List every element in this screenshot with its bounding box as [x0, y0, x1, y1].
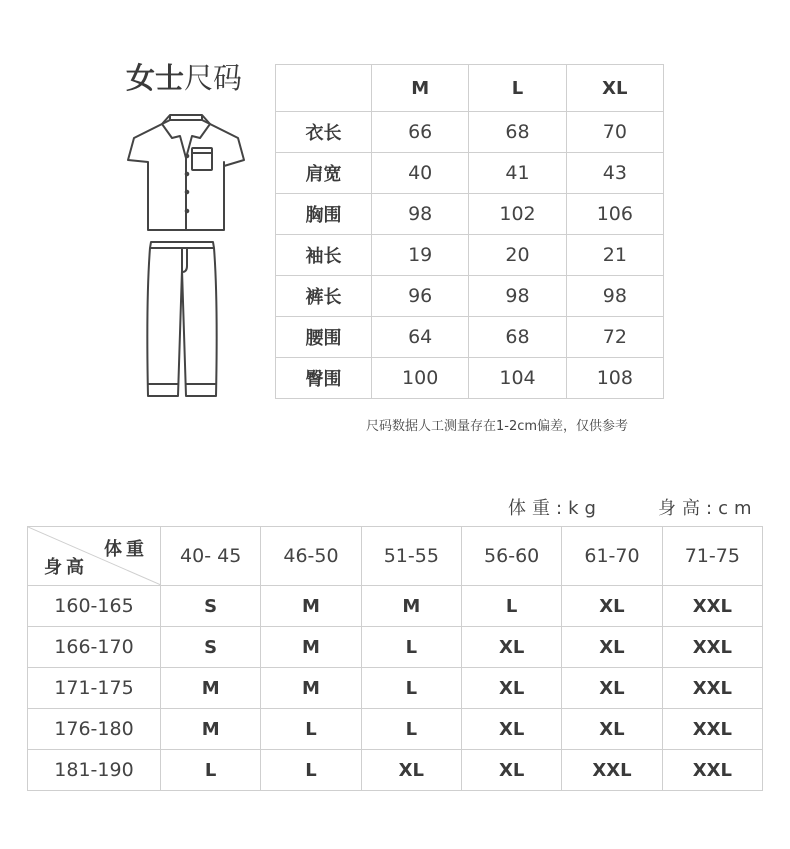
size-cell: L	[161, 750, 261, 791]
weight-unit-label: 体重:kg	[508, 498, 602, 519]
size-cell: M	[161, 668, 261, 709]
height-range: 181-190	[28, 750, 161, 791]
weight-range-header: 56-60	[461, 527, 561, 586]
weight-range-header: 71-75	[662, 527, 762, 586]
size-cell: XL	[461, 627, 561, 668]
cell-value: 106	[566, 194, 663, 235]
table-row	[28, 709, 763, 750]
cell-value: 41	[469, 153, 566, 194]
size-cell: XL	[461, 709, 561, 750]
corner-weight-label: 体重	[104, 539, 148, 560]
page-title	[126, 58, 242, 98]
table-row	[276, 276, 664, 317]
size-cell: S	[161, 627, 261, 668]
size-chart-header-row	[276, 65, 664, 112]
cell-value: 108	[566, 358, 663, 399]
size-cell: XL	[562, 709, 662, 750]
row-label: 裤长	[276, 276, 372, 317]
header-cell-l: L	[469, 65, 566, 112]
size-cell: XL	[461, 750, 561, 791]
shirt-icon	[126, 110, 246, 234]
size-chart-table	[275, 64, 664, 399]
table-row	[276, 194, 664, 235]
weight-range-header: 61-70	[562, 527, 662, 586]
cell-value: 100	[372, 358, 469, 399]
size-cell: XXL	[662, 709, 762, 750]
row-label: 袖长	[276, 235, 372, 276]
height-range: 176-180	[28, 709, 161, 750]
size-cell: XL	[562, 627, 662, 668]
table-row	[276, 112, 664, 153]
cell-value: 98	[566, 276, 663, 317]
size-cell: S	[161, 586, 261, 627]
size-cell: L	[361, 668, 461, 709]
weight-range-header: 51-55	[361, 527, 461, 586]
size-cell: XL	[562, 586, 662, 627]
height-unit-label: 身高:cm	[658, 498, 758, 519]
table-row	[276, 235, 664, 276]
size-cell: XL	[461, 668, 561, 709]
recommendation-header-row	[28, 527, 763, 586]
table-row	[28, 627, 763, 668]
row-label: 胸围	[276, 194, 372, 235]
size-cell: M	[161, 709, 261, 750]
height-range: 160-165	[28, 586, 161, 627]
cell-value: 104	[469, 358, 566, 399]
weight-range-header: 40- 45	[161, 527, 261, 586]
size-cell: XL	[562, 668, 662, 709]
cell-value: 21	[566, 235, 663, 276]
title-light: 尺码	[184, 61, 243, 95]
table-row	[276, 317, 664, 358]
height-range: 171-175	[28, 668, 161, 709]
cell-value: 96	[372, 276, 469, 317]
size-cell: L	[361, 709, 461, 750]
title-bold: 女士	[126, 61, 185, 95]
header-cell-m: M	[372, 65, 469, 112]
cell-value: 68	[469, 317, 566, 358]
cell-value: 19	[372, 235, 469, 276]
size-cell: L	[361, 627, 461, 668]
cell-value: 40	[372, 153, 469, 194]
table-row	[28, 586, 763, 627]
measurement-note: 尺码数据人工测量存在1-2cm偏差，仅供参考	[366, 419, 629, 434]
size-cell: L	[461, 586, 561, 627]
size-cell: M	[261, 586, 361, 627]
table-row	[276, 358, 664, 399]
cell-value: 70	[566, 112, 663, 153]
cell-value: 102	[469, 194, 566, 235]
header-cell-empty	[276, 65, 372, 112]
size-cell: L	[261, 750, 361, 791]
cell-value: 64	[372, 317, 469, 358]
height-range: 166-170	[28, 627, 161, 668]
pants-icon	[144, 240, 220, 400]
size-cell: L	[261, 709, 361, 750]
size-recommendation-table	[27, 526, 763, 791]
row-label: 肩宽	[276, 153, 372, 194]
cell-value: 98	[469, 276, 566, 317]
row-label: 腰围	[276, 317, 372, 358]
size-cell: XXL	[662, 668, 762, 709]
size-cell: M	[261, 627, 361, 668]
size-cell: M	[261, 668, 361, 709]
cell-value: 98	[372, 194, 469, 235]
table-row	[28, 750, 763, 791]
size-cell: XXL	[662, 750, 762, 791]
size-cell: XXL	[662, 627, 762, 668]
cell-value: 72	[566, 317, 663, 358]
table-row	[276, 153, 664, 194]
cell-value: 68	[469, 112, 566, 153]
size-cell: XXL	[662, 586, 762, 627]
corner-cell	[28, 527, 161, 586]
cell-value: 20	[469, 235, 566, 276]
table-row	[28, 668, 763, 709]
row-label: 衣长	[276, 112, 372, 153]
cell-value: 43	[566, 153, 663, 194]
cell-value: 66	[372, 112, 469, 153]
weight-range-header: 46-50	[261, 527, 361, 586]
row-label: 臀围	[276, 358, 372, 399]
corner-height-label: 身高	[44, 557, 88, 578]
size-cell: XL	[361, 750, 461, 791]
header-cell-xl: XL	[566, 65, 663, 112]
size-cell: M	[361, 586, 461, 627]
size-cell: XXL	[562, 750, 662, 791]
